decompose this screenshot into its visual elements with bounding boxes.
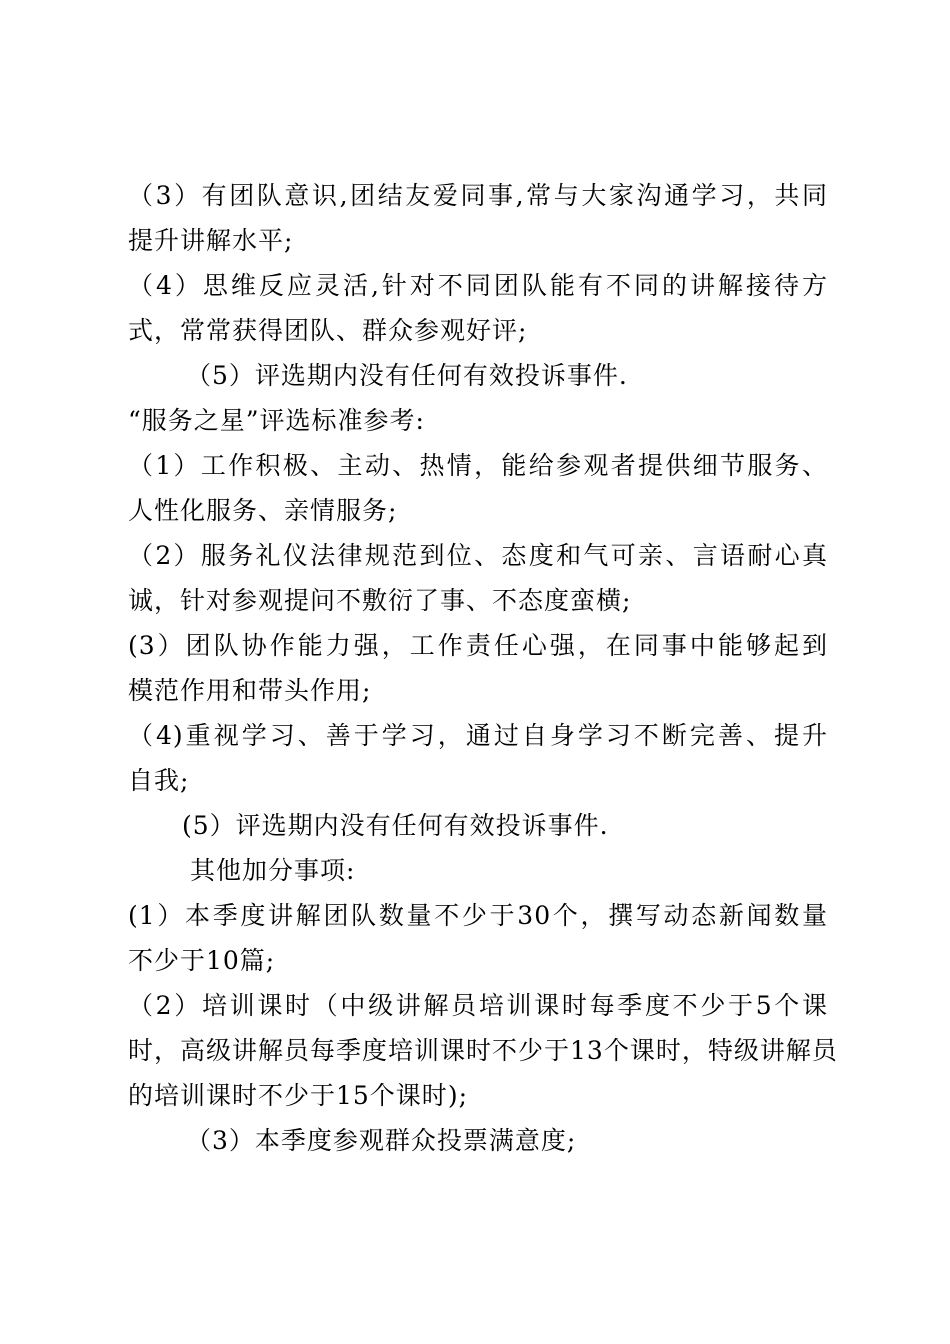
paragraph-line: 自我; <box>128 766 190 795</box>
paragraph-line: （5）评选期内没有任何有效投诉事件. <box>186 361 628 390</box>
paragraph-line: 模范作用和带头作用; <box>128 676 372 705</box>
paragraph-line: 的培训课时不少于15个课时); <box>128 1081 468 1110</box>
paragraph-line: （2）培训课时（中级讲解员培训课时每季度不少于5个课 <box>128 991 828 1020</box>
paragraph-line: (3）团队协作能力强，工作责任心强，在同事中能够起到 <box>128 631 828 660</box>
paragraph-line: (5）评选期内没有任何有效投诉事件. <box>182 811 609 840</box>
paragraph-line: （4)重视学习、善于学习，通过自身学习不断完善、提升 <box>128 721 828 750</box>
paragraph-line: （1）工作积极、主动、热情，能给参观者提供细节服务、 <box>128 451 828 480</box>
paragraph-line: 人性化服务、亲情服务; <box>128 496 398 525</box>
paragraph-line: 时，高级讲解员每季度培训课时不少于13个课时，特级讲解员 <box>128 1036 838 1065</box>
paragraph-line: (1）本季度讲解团队数量不少于30个，撰写动态新闻数量 <box>128 901 828 930</box>
section-heading: “服务之星”评选标准参考: <box>128 406 425 435</box>
paragraph-line: 不少于10篇; <box>128 946 276 975</box>
paragraph-line: （3）本季度参观群众投票满意度; <box>186 1126 577 1155</box>
paragraph-line: （3）有团队意识,团结友爱同事,常与大家沟通学习，共同 <box>128 181 828 210</box>
paragraph-line: 诚，针对参观提问不敷衍了事、不态度蛮横; <box>128 586 632 615</box>
paragraph-line: 提升讲解水平; <box>128 226 294 255</box>
section-heading: 其他加分事项: <box>190 856 356 885</box>
paragraph-line: （4）思维反应灵活,针对不同团队能有不同的讲解接待方 <box>128 271 828 300</box>
paragraph-line: （2）服务礼仪法律规范到位、态度和气可亲、言语耐心真 <box>128 541 828 570</box>
paragraph-line: 式，常常获得团队、群众参观好评; <box>128 316 528 345</box>
